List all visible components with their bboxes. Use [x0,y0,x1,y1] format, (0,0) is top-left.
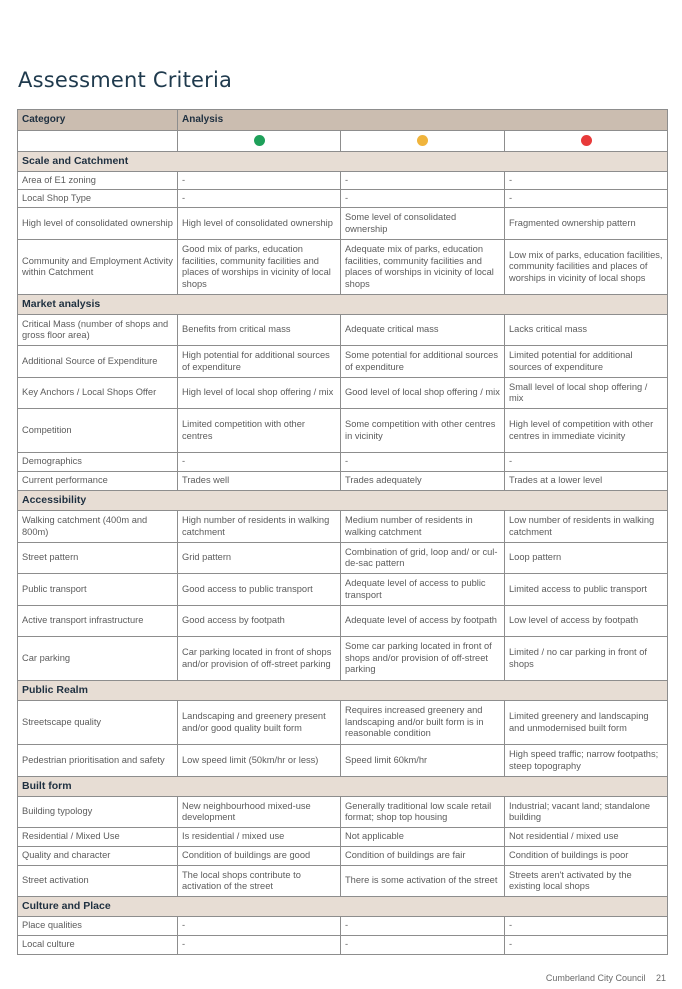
criterion-label: Competition [18,409,178,453]
table-row [18,637,668,681]
section-row [18,681,668,701]
table-row [18,409,668,453]
medium-rating-cell: Adequate level of access to public transport [341,574,505,606]
poor-rating-cell: Limited access to public transport [505,574,668,606]
good-rating-cell: - [178,917,341,936]
section-title: Built form [18,777,668,797]
medium-rating-cell: Some level of consolidated ownership [341,208,505,240]
table-row [18,574,668,606]
table-header-row [18,110,668,131]
table-row [18,866,668,897]
poor-rating-cell: Limited potential for additional sources of expenditure [505,346,668,378]
section-title: Public Realm [18,681,668,701]
poor-rating-cell: Industrial; vacant land; standalone building [505,797,668,828]
criterion-label: Community and Employment Activity within Catchment [18,240,178,295]
criterion-label: Building typology [18,797,178,828]
poor-rating-cell: Low level of access by footpath [505,606,668,637]
poor-rating-cell: Fragmented ownership pattern [505,208,668,240]
table-row [18,315,668,346]
poor-rating-cell: Low number of residents in walking catchment [505,511,668,543]
good-rating-cell: The local shops contribute to activation of the street [178,866,341,897]
medium-rating-cell: Adequate critical mass [341,315,505,346]
table-row [18,701,668,745]
medium-rating-cell: - [341,936,505,955]
table-row [18,346,668,378]
table-row [18,472,668,491]
poor-rating-cell: Loop pattern [505,543,668,574]
section-row [18,897,668,917]
section-row [18,152,668,172]
poor-rating-cell: Limited greenery and landscaping and unmodernised built form [505,701,668,745]
good-rating-cell: - [178,453,341,472]
medium-rating-cell: Adequate mix of parks, education facilities, community facilities and places of worships in vicinity of local shops [341,240,505,295]
table-row [18,745,668,777]
criterion-label: Critical Mass (number of shops and gross floor area) [18,315,178,346]
table-row [18,208,668,240]
table-row [18,240,668,295]
table-row [18,917,668,936]
table-row [18,190,668,208]
good-rating-cell: High level of local shop offering / mix [178,378,341,409]
poor-rating-cell: Limited / no car parking in front of shops [505,637,668,681]
table-row [18,797,668,828]
poor-rating-cell: - [505,453,668,472]
poor-rating-cell: Low mix of parks, education facilities, community facilities and places of worships in vicinity of local shops [505,240,668,295]
criterion-label: Place qualities [18,917,178,936]
criterion-label: Quality and character [18,847,178,866]
table-row [18,543,668,574]
criterion-label: Walking catchment (400m and 800m) [18,511,178,543]
poor-rating-cell: - [505,190,668,208]
good-rating-cell: New neighbourhood mixed-use development [178,797,341,828]
poor-rating-cell: High speed traffic; narrow footpaths; steep topography [505,745,668,777]
footer-org: Cumberland City Council [545,973,646,983]
criterion-label: Current performance [18,472,178,491]
medium-rating-cell: - [341,172,505,190]
good-rating-cell: Condition of buildings are good [178,847,341,866]
criterion-label: Local Shop Type [18,190,178,208]
section-row [18,491,668,511]
criterion-label: Car parking [18,637,178,681]
good-rating-cell: Trades well [178,472,341,491]
good-rating-cell: Low speed limit (50km/hr or less) [178,745,341,777]
good-rating-cell: Limited competition with other centres [178,409,341,453]
good-rating-cell: High number of residents in walking catchment [178,511,341,543]
medium-rating-cell: Some potential for additional sources of expenditure [341,346,505,378]
criterion-label: Local culture [18,936,178,955]
table-row [18,936,668,955]
criterion-label: Pedestrian prioritisation and safety [18,745,178,777]
good-rating-cell: Benefits from critical mass [178,315,341,346]
criterion-label: Active transport infrastructure [18,606,178,637]
amber-rating-dot-icon [417,135,428,146]
rating-legend-row [18,131,668,152]
poor-rating-cell: - [505,172,668,190]
poor-rating-cell: High level of competition with other centres in immediate vicinity [505,409,668,453]
medium-rating-cell: - [341,190,505,208]
good-rating-cell: High potential for additional sources of expenditure [178,346,341,378]
good-rating-cell: Car parking located in front of shops and/or provision of off-street parking [178,637,341,681]
poor-rating-cell: Lacks critical mass [505,315,668,346]
good-rating-cell: Good access by footpath [178,606,341,637]
table-row [18,511,668,543]
medium-rating-cell: - [341,917,505,936]
poor-rating-cell: Not residential / mixed use [505,828,668,847]
table-row [18,606,668,637]
medium-rating-cell: Generally traditional low scale retail format; shop top housing [341,797,505,828]
page-footer [546,973,666,983]
page-number: 21 [655,973,666,983]
poor-rating-cell: - [505,936,668,955]
table-row [18,453,668,472]
criterion-label: Area of E1 zoning [18,172,178,190]
criterion-label: Public transport [18,574,178,606]
good-rating-cell: - [178,936,341,955]
criterion-label: High level of consolidated ownership [18,208,178,240]
table-row [18,847,668,866]
medium-rating-cell: Good level of local shop offering / mix [341,378,505,409]
medium-rating-cell: Medium number of residents in walking catchment [341,511,505,543]
poor-rating-cell: Streets aren't activated by the existing local shops [505,866,668,897]
medium-rating-cell: Not applicable [341,828,505,847]
section-title: Market analysis [18,295,668,315]
good-rating-cell: Good access to public transport [178,574,341,606]
section-title: Culture and Place [18,897,668,917]
page-title: Assessment Criteria [18,68,233,92]
good-rating-cell: Landscaping and greenery present and/or good quality built form [178,701,341,745]
poor-rating-cell: Trades at a lower level [505,472,668,491]
section-row [18,295,668,315]
poor-rating-cell: - [505,917,668,936]
green-rating-dot-icon [254,135,265,146]
poor-rating-cell: Small level of local shop offering / mix [505,378,668,409]
criterion-label: Key Anchors / Local Shops Offer [18,378,178,409]
criterion-label: Street activation [18,866,178,897]
section-row [18,777,668,797]
header-analysis: Analysis [178,110,668,131]
good-rating-cell: High level of consolidated ownership [178,208,341,240]
medium-rating-cell: Requires increased greenery and landscaping and/or built form is in reasonable condition [341,701,505,745]
medium-rating-cell: Speed limit 60km/hr [341,745,505,777]
section-title: Accessibility [18,491,668,511]
criterion-label: Additional Source of Expenditure [18,346,178,378]
section-title: Scale and Catchment [18,152,668,172]
criterion-label: Street pattern [18,543,178,574]
medium-rating-cell: Some competition with other centres in vicinity [341,409,505,453]
header-category: Category [18,110,178,131]
criterion-label: Streetscape quality [18,701,178,745]
poor-rating-cell: Condition of buildings is poor [505,847,668,866]
good-rating-cell: Good mix of parks, education facilities, community facilities and places of worships in vicinity of local shops [178,240,341,295]
table-row [18,378,668,409]
criterion-label: Demographics [18,453,178,472]
medium-rating-cell: - [341,453,505,472]
table-row [18,828,668,847]
good-rating-cell: - [178,172,341,190]
good-rating-cell: Is residential / mixed use [178,828,341,847]
medium-rating-cell: There is some activation of the street [341,866,505,897]
medium-rating-cell: Adequate level of access by footpath [341,606,505,637]
table-row [18,172,668,190]
medium-rating-cell: Combination of grid, loop and/ or cul-de-sac pattern [341,543,505,574]
criterion-label: Residential / Mixed Use [18,828,178,847]
medium-rating-cell: Trades adequately [341,472,505,491]
good-rating-cell: Grid pattern [178,543,341,574]
good-rating-cell: - [178,190,341,208]
red-rating-dot-icon [581,135,592,146]
assessment-criteria-table [17,109,668,955]
medium-rating-cell: Condition of buildings are fair [341,847,505,866]
medium-rating-cell: Some car parking located in front of shops and/or provision of off-street parking [341,637,505,681]
